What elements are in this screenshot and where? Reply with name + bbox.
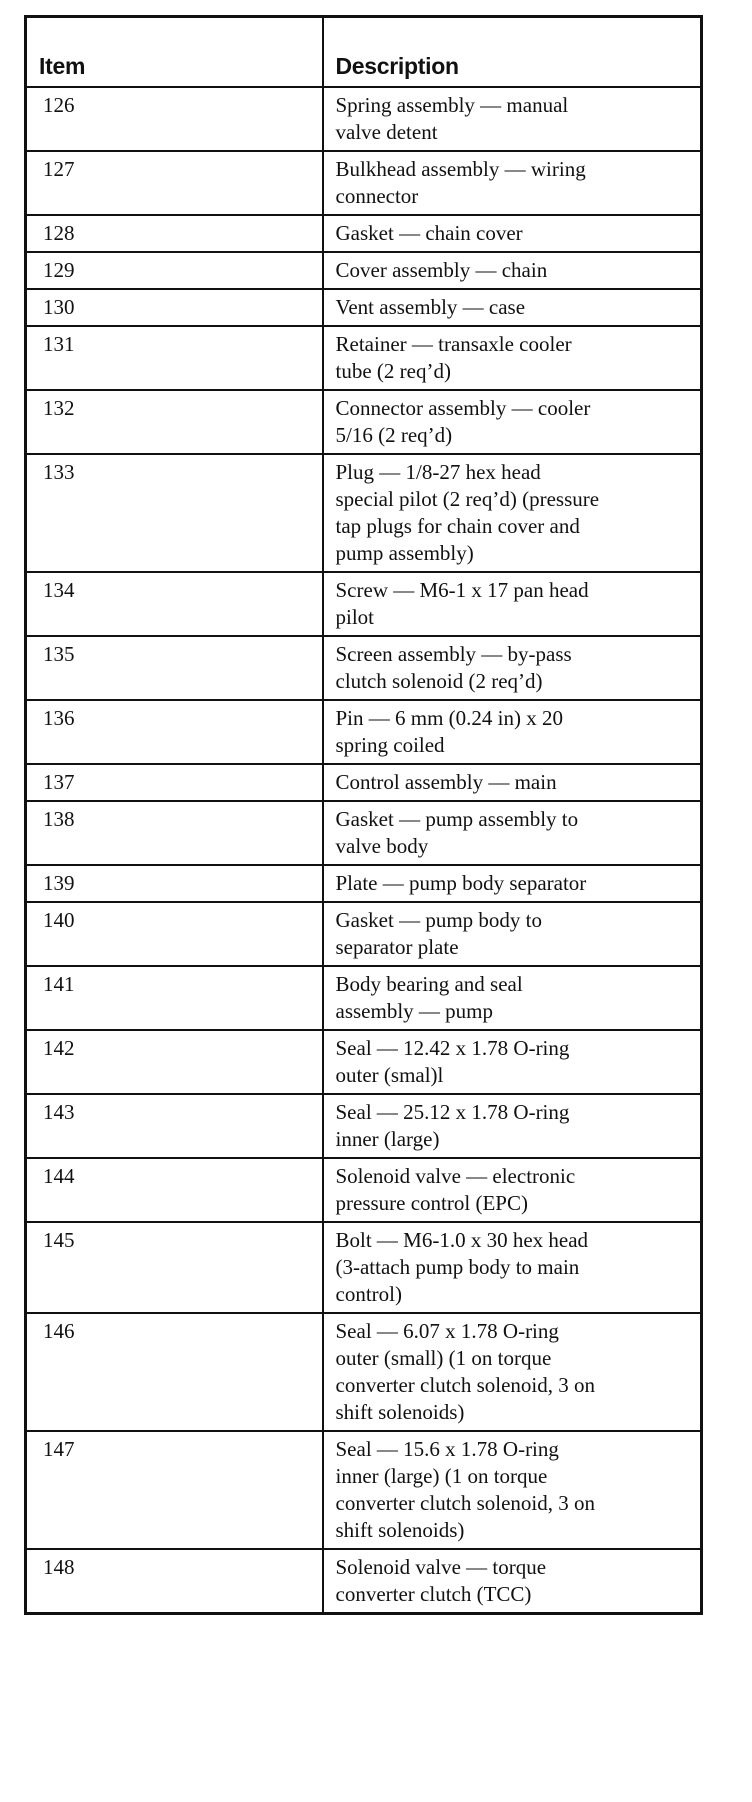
description-cell: Spring assembly — manual valve detent xyxy=(323,87,702,151)
table-row xyxy=(26,801,702,865)
description-cell: Plate — pump body separator xyxy=(323,865,702,902)
item-number-cell: 147 xyxy=(26,1431,323,1549)
item-number-cell: 144 xyxy=(26,1158,323,1222)
description-cell: Gasket — chain cover xyxy=(323,215,702,252)
table-row xyxy=(26,390,702,454)
item-number-cell: 127 xyxy=(26,151,323,215)
item-number-cell: 139 xyxy=(26,865,323,902)
description-cell: Retainer — transaxle cooler tube (2 req’d) xyxy=(323,326,702,390)
description-cell: Seal — 12.42 x 1.78 O-ring outer (smal)l xyxy=(323,1030,702,1094)
table-row xyxy=(26,1431,702,1549)
description-cell: Cover assembly — chain xyxy=(323,252,702,289)
item-number-cell: 128 xyxy=(26,215,323,252)
table-row xyxy=(26,289,702,326)
description-cell: Body bearing and seal assembly — pump xyxy=(323,966,702,1030)
description-cell: Bolt — M6-1.0 x 30 hex head (3-attach pump body to main control) xyxy=(323,1222,702,1313)
item-number-cell: 130 xyxy=(26,289,323,326)
table-row xyxy=(26,151,702,215)
item-number-cell: 143 xyxy=(26,1094,323,1158)
table-row xyxy=(26,572,702,636)
item-number-cell: 132 xyxy=(26,390,323,454)
description-cell: Seal — 25.12 x 1.78 O-ring inner (large) xyxy=(323,1094,702,1158)
table-row xyxy=(26,636,702,700)
item-number-cell: 138 xyxy=(26,801,323,865)
table-row xyxy=(26,1030,702,1094)
description-cell: Plug — 1/8-27 hex head special pilot (2 req’d) (pressure tap plugs for chain cover and pump assembly) xyxy=(323,454,702,572)
item-number-cell: 140 xyxy=(26,902,323,966)
table-row xyxy=(26,1158,702,1222)
item-number-cell: 141 xyxy=(26,966,323,1030)
table-row xyxy=(26,966,702,1030)
item-number-cell: 142 xyxy=(26,1030,323,1094)
item-number-cell: 129 xyxy=(26,252,323,289)
description-cell: Pin — 6 mm (0.24 in) x 20 spring coiled xyxy=(323,700,702,764)
item-number-cell: 148 xyxy=(26,1549,323,1614)
header-row xyxy=(26,17,702,88)
item-number-cell: 145 xyxy=(26,1222,323,1313)
description-cell: Screen assembly — by-pass clutch solenoid (2 req’d) xyxy=(323,636,702,700)
table-row xyxy=(26,87,702,151)
parts-table xyxy=(24,15,703,1615)
table-row xyxy=(26,326,702,390)
item-number-cell: 134 xyxy=(26,572,323,636)
description-cell: Seal — 15.6 x 1.78 O-ring inner (large) (1 on torque converter clutch solenoid, 3 on shift solenoids) xyxy=(323,1431,702,1549)
item-number-cell: 131 xyxy=(26,326,323,390)
description-column-header: Description xyxy=(323,17,702,88)
item-number-cell: 146 xyxy=(26,1313,323,1431)
table-row xyxy=(26,215,702,252)
table-row xyxy=(26,1094,702,1158)
table-header xyxy=(26,17,702,88)
table-row xyxy=(26,865,702,902)
table-row xyxy=(26,1549,702,1614)
item-number-cell: 137 xyxy=(26,764,323,801)
item-column-header: Item xyxy=(26,17,323,88)
item-number-cell: 133 xyxy=(26,454,323,572)
table-body xyxy=(26,87,702,1614)
description-cell: Screw — M6-1 x 17 pan head pilot xyxy=(323,572,702,636)
description-cell: Gasket — pump body to separator plate xyxy=(323,902,702,966)
item-number-cell: 126 xyxy=(26,87,323,151)
description-cell: Solenoid valve — electronic pressure control (EPC) xyxy=(323,1158,702,1222)
item-number-cell: 135 xyxy=(26,636,323,700)
description-cell: Bulkhead assembly — wiring connector xyxy=(323,151,702,215)
description-cell: Seal — 6.07 x 1.78 O-ring outer (small) (1 on torque converter clutch solenoid, 3 on shift solenoids) xyxy=(323,1313,702,1431)
table-row xyxy=(26,902,702,966)
table-row xyxy=(26,252,702,289)
table-row xyxy=(26,700,702,764)
description-cell: Solenoid valve — torque converter clutch (TCC) xyxy=(323,1549,702,1614)
table-row xyxy=(26,1313,702,1431)
description-cell: Connector assembly — cooler 5/16 (2 req’d) xyxy=(323,390,702,454)
description-cell: Vent assembly — case xyxy=(323,289,702,326)
table-row xyxy=(26,764,702,801)
description-cell: Gasket — pump assembly to valve body xyxy=(323,801,702,865)
table-row xyxy=(26,454,702,572)
item-number-cell: 136 xyxy=(26,700,323,764)
description-cell: Control assembly — main xyxy=(323,764,702,801)
table-row xyxy=(26,1222,702,1313)
